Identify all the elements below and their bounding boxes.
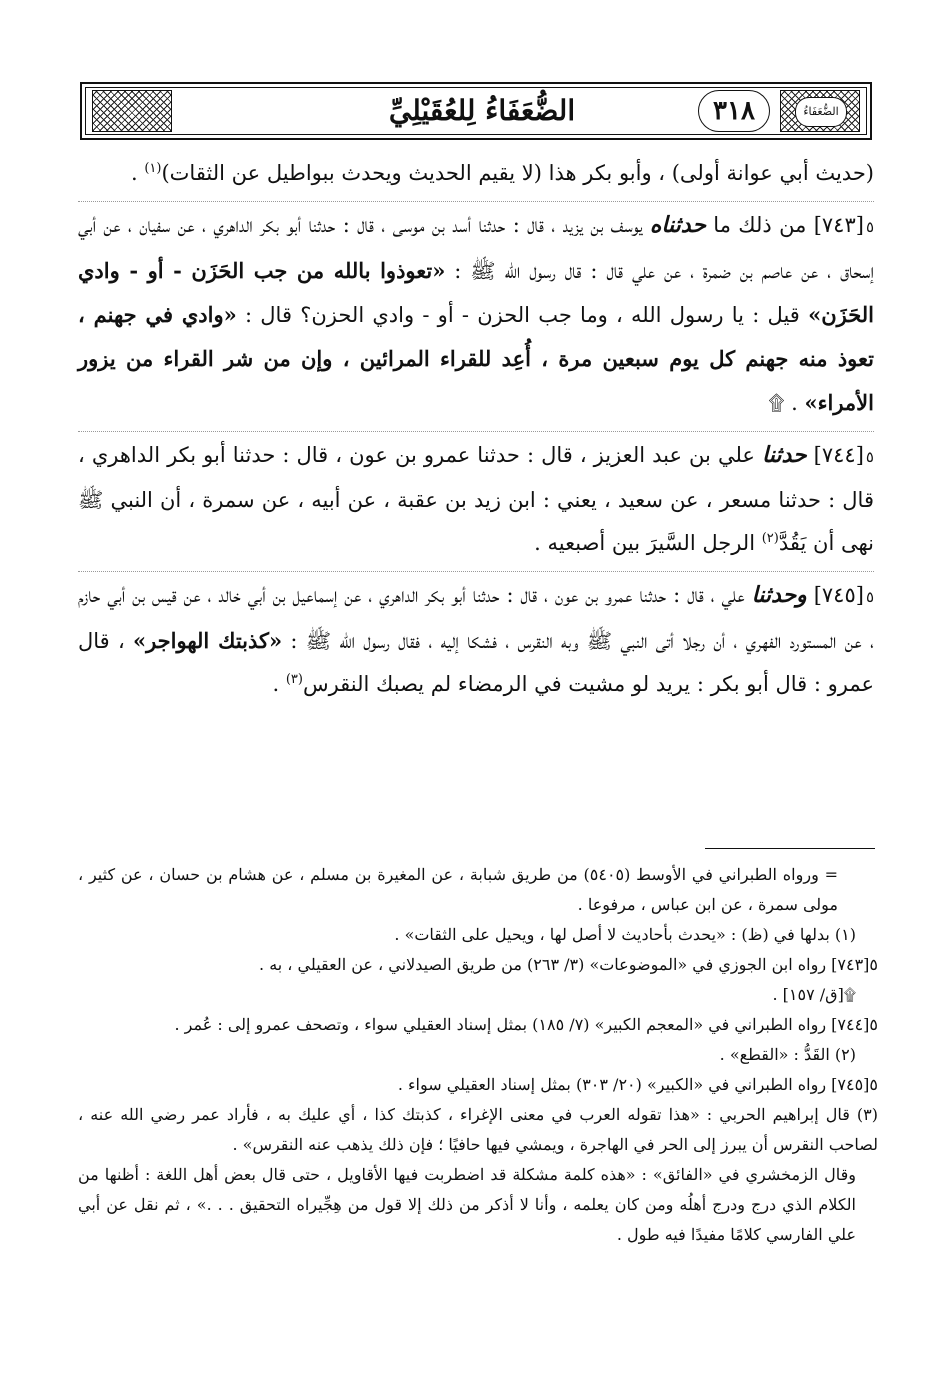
footnote-continuation: = ورواه الطبراني في الأوسط (٥٤٠٥) من طريق شبابة ، عن المغيرة بن مسلم ، عن هشام بن حسان ، عن كثير ، مولى سمرة ، عن ابن عباس ، مرفوعا . [78, 865, 839, 914]
text: علي بن عبد العزيز ، قال : حدثنا عمرو بن عون ، قال : حدثنا أبو بكر الداهري ، قال : حدثنا مسعر ، عن سعيد ، يعني : ابن زيد بن عقبة ، عن أبيه ، عن سمرة ، أن النبي ﷺ نهى أن يَقُدَّ [78, 443, 874, 555]
footnote-divider [705, 848, 875, 849]
footnote-743: ٥[٧٤٣] رواه ابن الجوزي في «الموضوعات» (٣/ ٢٦٣) من طريق الصيدلاني ، عن العقيلي ، به . [259, 955, 878, 974]
footnote-1: (١) بدلها في (ظ) : «يحدث بأحاديث لا أصل لها ، ويحيل على الثقات» . [394, 925, 856, 944]
text: . [130, 161, 145, 185]
book-title: الضُّعَفَاءُ لِلعُقَيْلِيِّ [388, 94, 576, 127]
hadith-745 [78, 571, 874, 706]
text: يوسف بن يزيد ، قال : حدثنا أسد بن موسى ، قال : حدثنا أبو بكر الداهري ، عن سفيان ، عن أبي إسحاق ، عن عاصم بن ضمرة ، عن علي قال : قال رسول الله ﷺ : [78, 213, 874, 283]
footnote-743-folio: ۩[ق/ ١٥٧] . [772, 985, 856, 1004]
text: قيل : يا رسول الله ، وما جب الحزن - أو - وادي الحزن؟ قال : [236, 303, 809, 327]
hadith-743 [78, 201, 874, 425]
footnote-ref: (٢) [761, 531, 779, 546]
paragraph-continuation [78, 152, 874, 195]
hadith-number: [٧٤٣] [813, 213, 864, 237]
text: (حديث أبي عوانة أولى) ، وأبو بكر هذا (لا يقيم الحديث ويحدث ببواطيل عن الثقات) [161, 161, 874, 185]
text: من ذلك ما [705, 213, 814, 237]
text: ، قال عمرو : قال أبو بكر : يريد لو مشيت في الرمضاء لم يصبك النقرس [78, 629, 874, 696]
right-ornament [780, 90, 860, 132]
text: علي ، قال : حدثنا عمرو بن عون ، قال : حدثنا أبو بكر الداهري ، عن إسماعيل بن أبي خالد ، عن قيس بن أبي حازم ، عن المستورد الفهري ، أن رجلا أتى النبي ﷺ وبه النقرس ، فشكا إليه ، فقال رسول الله ﷺ : [78, 583, 874, 653]
footnote-2: (٢) القَدُّ : «القطع» . [719, 1045, 856, 1064]
narration-word: وحدثنا [751, 582, 807, 608]
hadith-744 [78, 431, 874, 565]
footnote-745: ٥[٧٤٥] رواه الطبراني في «الكبير» (٢٠/ ٣٠٣) بمثل إسناد العقيلي سواء . [397, 1075, 878, 1094]
page-header [80, 82, 872, 140]
hadith-quote: «كذبتك الهواجر» [132, 628, 283, 653]
main-text [78, 152, 874, 712]
narration-word: حدثناه [649, 212, 706, 238]
hadith-quote: «وادي في جهنم ، تعوذ منه جهنم كل يوم سبعين مرة ، أُعِد للقراء المرائين ، وإن من شر القراء من يزور الأمراء» [78, 302, 874, 415]
entry-marker: ٥ [865, 448, 874, 466]
hadith-quote: «تعوذوا بالله من جب الحَزَن - أو - وادي الحَزَن» [78, 258, 874, 327]
text: . ۩ [768, 391, 805, 415]
footnote-ref: (١) [144, 161, 162, 176]
page-number: ٣١٨ [698, 90, 770, 132]
entry-marker: ٥ [865, 218, 875, 236]
footnote-3: (٣) قال إبراهيم الحربي : «هذا تقوله العرب في معنى الإغراء ، كذبتك كذا ، أي عليك به ، فأراد عمر رضي الله عنه ، لصاحب النقرس أن يبرز إلى الحر في الهاجرة ، ويمشي فيها حافيًا ؛ فإن ذلك يذهب عنه النقرس» . [78, 1105, 878, 1154]
narration-word: حدثنا [761, 442, 807, 468]
footnote-ref: (٣) [285, 672, 303, 687]
text: الرجل السَّيرَ بين أصبعيه . [534, 531, 762, 555]
footnote-3-continued: وقال الزمخشري في «الفائق» : «هذه كلمة مشكلة قد اضطربت فيها الأقاويل ، حتى قال بعض أهل اللغة : أظنها من الكلام الذي درج ودرج أهلُه ومن كان يعلمه ، وأنا لا أذكر من ذلك إلا قول من هِجِّيراه التحقيق . . .» ، ثم نقل عن أبي علي الفارسي كلامًا مفيدًا فيه طول . [78, 1165, 856, 1244]
hadith-number: [٧٤٤] [813, 443, 864, 467]
hadith-number: [٧٤٥] [813, 583, 864, 607]
footnotes [78, 860, 878, 1250]
left-ornament [92, 90, 172, 132]
ornament-label: الضُّعَفَاءُ [795, 97, 847, 127]
text: . [272, 672, 286, 696]
footnote-744: ٥[٧٤٤] رواه الطبراني في «المعجم الكبير» (٧/ ١٨٥) بمثل إسناد العقيلي سواء ، وتصحف عمرو إلى : عُمر . [174, 1015, 878, 1034]
entry-marker: ٥ [865, 588, 874, 606]
